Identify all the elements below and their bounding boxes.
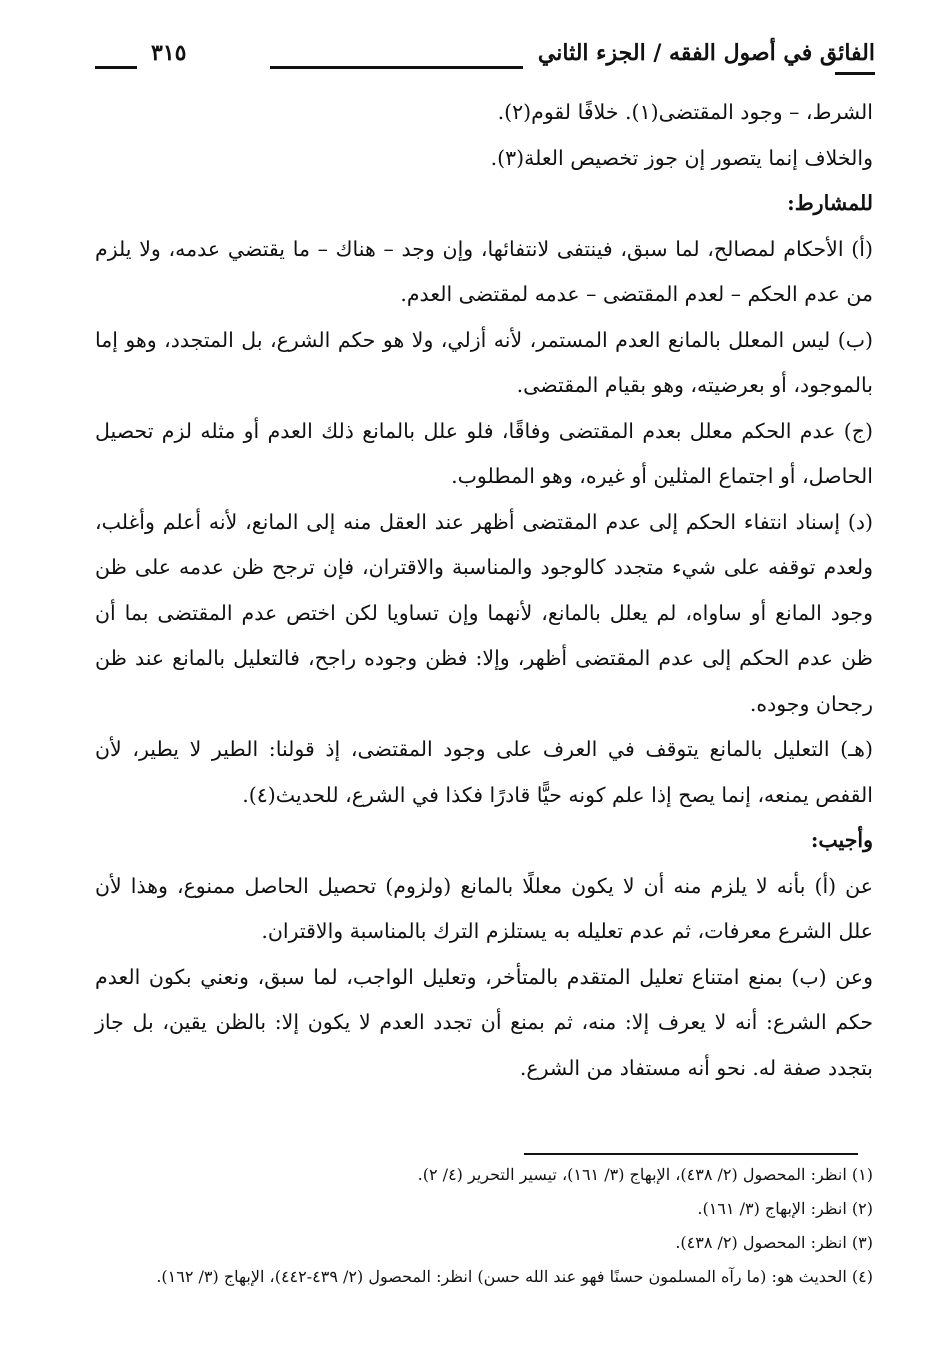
header-rule [270, 66, 523, 69]
footnote: (٢) انظر: الإبهاج (٣/ ١٦١). [697, 1199, 873, 1218]
footnote-separator [524, 1153, 858, 1155]
header-rule-right [835, 72, 875, 75]
paragraph: (هـ) التعليل بالمانع يتوقف في العرف على وجود المقتضى، إذ قولنا: الطير لا يطير، لأن القفص يمنعه، إنما يصح إذا علم كونه حيًّا قادرًا فكذا في الشرع، للحديث(٤). [95, 737, 873, 807]
section-heading: للمشارط: [787, 191, 873, 215]
header-rule-left [95, 66, 137, 69]
footnote: (٣) انظر: المحصول (٢/ ٤٣٨). [675, 1233, 873, 1252]
paragraph: الشرط، – وجود المقتضى(١). خلافًا لقوم(٢). [497, 100, 873, 124]
paragraph: (ج) عدم الحكم معلل بعدم المقتضى وفاقًا، فلو علل بالمانع ذلك العدم أو مثله لزم تحصيل الحاصل، أو اجتماع المثلين أو غيره، وهو المطلوب. [95, 418, 873, 488]
section-heading: وأجيب: [810, 828, 873, 852]
paragraph: (أ) الأحكام لمصالح، لما سبق، فينتفى لانتفائها، وإن وجد – هناك – ما يقتضي عدمه، ولا يلزم من عدم الحكم – لعدم المقتضى – عدمه لمقتضى العدم. [95, 236, 873, 306]
running-header [95, 38, 875, 78]
paragraph: عن (أ) بأنه لا يلزم منه أن لا يكون معللًا بالمانع (ولزوم) تحصيل الحاصل ممنوع، وهذا لأن علل الشرع معرفات، ثم عدم تعليله به يستلزم الترك بالمناسبة والاقتران. [95, 873, 873, 943]
footnotes [95, 1158, 873, 1294]
header-title: الفائق في أصول الفقه / الجزء الثاني [537, 40, 875, 66]
paragraph: (ب) ليس المعلل بالمانع العدم المستمر، لأنه أزلي، ولا هو حكم الشرع، بل المتجدد، وهو إما بالموجود، أو بعرضيته، وهو بقيام المقتضى. [95, 327, 873, 397]
footnote: (١) انظر: المحصول (٢/ ٤٣٨)، الإبهاج (٣/ ١٦١)، تيسير التحرير (٤/ ٢). [417, 1165, 873, 1184]
main-text [95, 90, 873, 1091]
page-number: ٣١٥ [151, 40, 187, 66]
paragraph: والخلاف إنما يتصور إن جوز تخصيص العلة(٣). [490, 145, 873, 170]
paragraph: وعن (ب) بمنع امتناع تعليل المتقدم بالمتأخر، وتعليل الواجب، لما سبق، ونعني بكون العدم حكم الشرع: أنه لا يعرف إلا: منه، ثم بمنع أن تجدد العدم لا يكون إلا: بالظن يقين، بل جاز بتجدد صفة له. نحو أنه مستفاد من الشرع. [95, 964, 873, 1080]
paragraph: (د) إسناد انتفاء الحكم إلى عدم المقتضى أظهر عند العقل منه إلى المانع، لأنه أعلم وأغلب، ولعدم توقفه على شيء متجدد كالوجود والمناسبة والاقتران، فإن ترجح ظن عدمه على ظن وجود المانع أو ساواه، لم يعلل بالمانع، لأنهما وإن تساويا لكن اختص عدم المقتضى بما أن ظن عدم الحكم إلى عدم المقتضى أظهر، وإلا: فظن وجوده راجح، فالتعليل بالمانع عند ظن رجحان وجوده. [95, 509, 873, 716]
footnote: (٤) الحديث هو: (ما رآه المسلمون حسنًا فهو عند الله حسن) انظر: المحصول (٢/ ٤٣٩-٤٤٢)، الإبهاج (٣/ ١٦٢). [156, 1267, 873, 1286]
